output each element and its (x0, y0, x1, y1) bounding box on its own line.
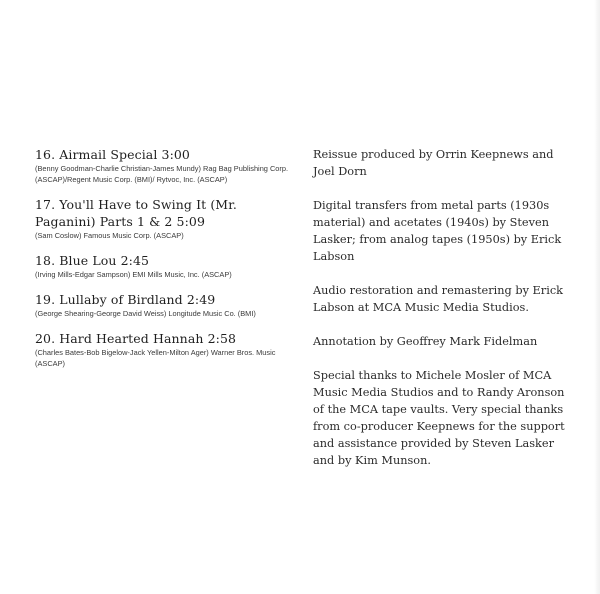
annotation-credit: Annotation by Geoffrey Mark Fidelman (313, 335, 538, 348)
track-item (35, 196, 295, 241)
special-thanks: Special thanks to Michele Mosler of MCA Music Media Studios and to Randy Aronson of the MCA tape vaults. Very special thanks from co-producer Keepnews for the support and assistance provided by Steven Lasker and by Kim Munson. (313, 369, 565, 467)
track-item (35, 252, 295, 280)
reissue-credit: Reissue produced by Orrin Keepnews and Joel Dorn (313, 148, 554, 178)
transfer-credit: Digital transfers from metal parts (1930s material) and acetates (1940s) by Steven Lasker; from analog tapes (1950s) by Erick Labson (313, 199, 562, 263)
track-item (35, 330, 295, 369)
track-title: 19. Lullaby of Birdland 2:49 (35, 292, 216, 307)
track-title: 20. Hard Hearted Hannah 2:58 (35, 331, 237, 346)
track-title: 16. Airmail Special 3:00 (35, 147, 190, 162)
track-credits: (Benny Goodman-Charlie Christian-James Mundy) Rag Bag Publishing Corp. (ASCAP)/Regent Music Corp. (BMI)/ Rytvoc, Inc. (ASCAP) (35, 164, 289, 184)
track-credits: (Irving Mills-Edgar Sampson) EMI Mills Music, Inc. (ASCAP) (35, 270, 232, 279)
track-item (35, 146, 295, 185)
track-title: 18. Blue Lou 2:45 (35, 253, 150, 268)
track-title: 17. You'll Have to Swing It (Mr. Paganini) Parts 1 & 2 5:09 (35, 197, 237, 229)
track-credits: (George Shearing-George David Weiss) Longitude Music Co. (BMI) (35, 309, 256, 318)
page-edge-shadow (594, 0, 600, 594)
production-credits (313, 146, 575, 486)
restoration-credit: Audio restoration and remastering by Erick Labson at MCA Music Media Studios. (313, 284, 563, 314)
track-credits: (Sam Coslow) Famous Music Corp. (ASCAP) (35, 231, 184, 240)
track-credits: (Charles Bates-Bob Bigelow-Jack Yellen-Milton Ager) Warner Bros. Music (ASCAP) (35, 348, 276, 368)
track-item (35, 291, 295, 319)
track-list (35, 146, 295, 380)
